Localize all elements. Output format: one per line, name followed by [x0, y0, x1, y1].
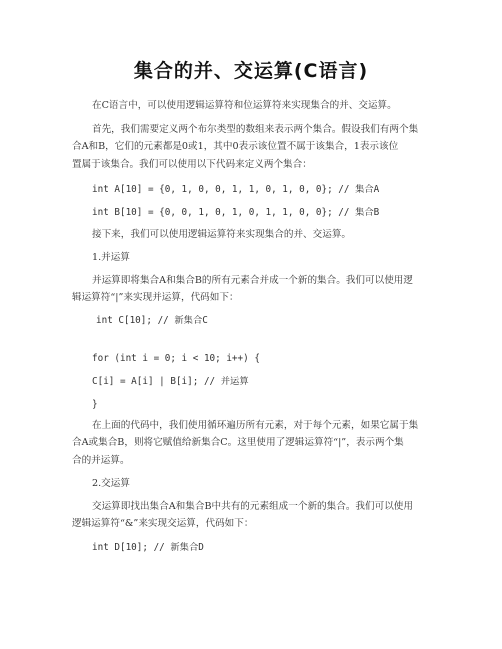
paragraph-line: 在上面的代码中，我们使用循环遍历所有元素，对于每个元素，如果它属于集 — [92, 420, 419, 431]
paragraph-line: 逻辑运算符“&”来实现交运算，代码如下： — [72, 518, 254, 529]
section-heading: 2.交运算 — [92, 478, 130, 489]
intro-paragraph: 在C语言中，可以使用逻辑运算符和位运算符来实现集合的并、交运算。 — [92, 100, 397, 111]
paragraph-line: 并运算即将集合A和集合B的所有元素合并成一个新的集合。我们可以使用逻 — [92, 275, 413, 286]
paragraph-line: 接下来，我们可以使用逻辑运算符来实现集合的并、交运算。 — [92, 229, 352, 240]
section-heading: 1.并运算 — [92, 252, 130, 263]
document-title: 集合的并、交运算(C语言) — [133, 60, 369, 82]
paragraph-line: 辑运算符“|”来实现并运算，代码如下： — [72, 292, 239, 303]
paragraph-line: 合A或集合B，则将它赋值给新集合C。这里使用了逻辑运算符“|”，表示两个集 — [72, 437, 404, 448]
code-line: } — [92, 399, 98, 410]
code-line: int D[10]; // 新集合D — [92, 542, 204, 553]
code-line: int C[10]; // 新集合C — [96, 315, 208, 326]
paragraph-line: 合的并运算。 — [72, 455, 130, 466]
code-line: int A[10] = {0, 1, 0, 0, 1, 1, 0, 1, 0, 0}; // 集合A — [92, 184, 380, 195]
code-line: C[i] = A[i] | B[i]; // 并运算 — [92, 376, 249, 387]
code-line: int B[10] = {0, 0, 1, 0, 1, 0, 1, 1, 0, 0}; // 集合B — [92, 207, 380, 218]
paragraph-line: 置属于该集合。我们可以使用以下代码来定义两个集合： — [72, 159, 312, 170]
paragraph-line: 合A和B，它们的元素都是0或1，其中0表示该位置不属于该集合，1表示该位 — [72, 141, 399, 152]
paragraph-line: 首先，我们需要定义两个布尔类型的数组来表示两个集合。假设我们有两个集 — [92, 124, 419, 135]
code-line: for (int i = 0; i < 10; i++) { — [92, 353, 260, 364]
paragraph-line: 交运算即找出集合A和集合B中共有的元素组成一个新的集合。我们可以使用 — [92, 501, 413, 512]
